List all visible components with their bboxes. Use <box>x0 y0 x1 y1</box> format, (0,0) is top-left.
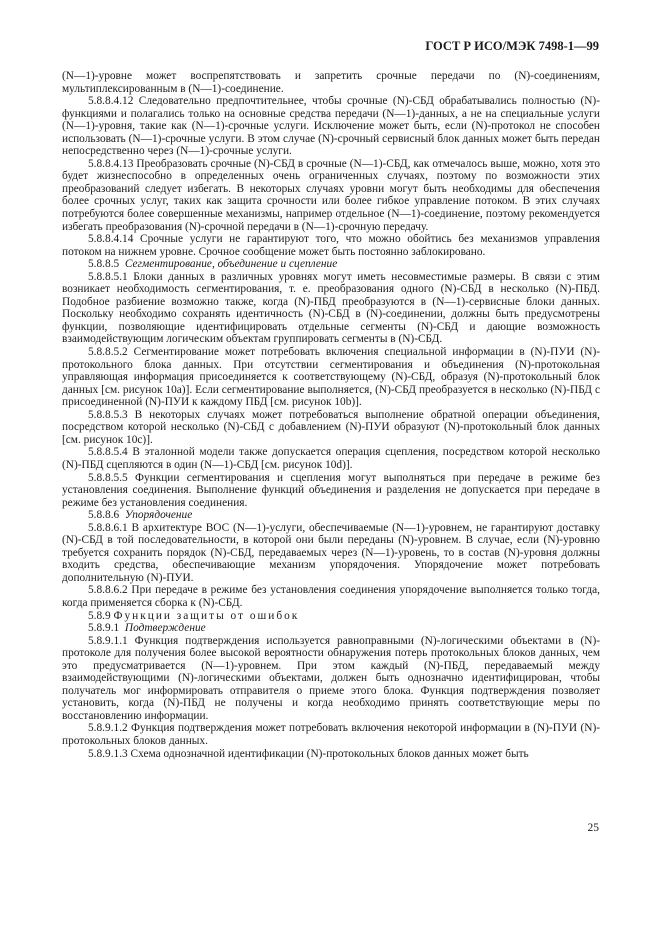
section-heading <box>62 622 600 635</box>
paragraph: 5.8.8.4.12 Следовательно предпочтительнее, чтобы срочные (N)-СБД обрабатывались полностью (N)-функциями и полагались только на основные средства передачи (N—1)-данных, а не на специальные услуги (N—1)-уровня, такие как (N—1)-срочные услуги. Исключение может быть, если (N)-протокол не способен использовать (N—1)-срочные услуги. В этом случае (N)-срочный сервисный блок данных может быть передан непосредственно через (N—1)-срочные услуги. <box>62 95 600 158</box>
paragraph: 5.8.9.1.2 Функция подтверждения может потребовать включения некоторой информации в (N)-ПУИ (N)-протокольных блоков данных. <box>62 722 600 747</box>
paragraph: (N—1)-уровне может воспрепятствовать и запретить срочные передачи по (N)-соединениям, мультиплексированным в (N—1)-соединение. <box>62 70 600 95</box>
section-title: Подтверждение <box>124 622 206 635</box>
section-number: 5.8.8.6 <box>88 509 120 522</box>
paragraph: 5.8.8.5.4 В эталонной модели также допускается операция сцепления, посредством которой несколько (N)-ПБД сцепляются в один (N—1)-СБД [см. рисунок 10d)]. <box>62 446 600 471</box>
section-heading <box>62 610 600 623</box>
page-number: 25 <box>587 822 599 834</box>
paragraph: 5.8.8.4.14 Срочные услуги не гарантируют того, что можно обойтись без механизмов управления потоком на нижнем уровне. Срочное сообщение может быть постоянно заблокировано. <box>62 233 600 258</box>
section-heading <box>62 509 600 522</box>
paragraph: 5.8.9.1.3 Схема однозначной идентификации (N)-протокольных блоков данных может быть <box>88 747 529 760</box>
paragraph: 5.8.8.5.3 В некоторых случаях может потребоваться выполнение обратной операции объединения, посредством которой несколько (N)-СБД с добавлением (N)-ПУИ образуют (N)-протокольный блок данных [см. рисунок 10с)]. <box>62 408 600 446</box>
paragraph: 5.8.8.5.2 Сегментирование может потребовать включения специальной информации в (N)-ПУИ (N)-протокольного блока данных. При отсутствии сегментирования и объединения (N)-протокольная управляющая информация присоединяется к соответствующему (N)-СБД, образуя (N)-протокольный блок данных [см. рисунок 10а)]. Если сегментирование выполняется, (N)-СБД преобразуется в несколько (N)-ПБД с присоединенной (N)-ПУИ к каждому ПБД [см. рисунок 10b)]. <box>62 346 600 409</box>
section-number: 5.8.9 <box>88 609 111 622</box>
section-title: Сегментирование, объединение и сцепление <box>124 258 338 271</box>
paragraph: 5.8.8.6.1 В архитектуре ВОС (N—1)-услуги, обеспечиваемые (N—1)-уровнем, не гарантируют доставку (N)-СБД в той последовательности, в которой они были переданы (N)-уровнем. В случае, если (N)-уровню требуется сохранить порядок (N)-СБД, передаваемых через (N—1)-уровень, то в состав (N)-уровня должны входить средства, обеспечивающие механизм упорядочения. Упорядочение может потребовать дополнительную (N)-ПУИ. <box>62 521 600 584</box>
paragraph: 5.8.8.6.2 При передаче в режиме без установления соединения упорядочение выполняется только тогда, когда применяется сборка к (N)-СБД. <box>62 584 600 609</box>
section-heading <box>62 258 600 271</box>
paragraph: 5.8.8.5.5 Функции сегментирования и сцепления могут выполняться при передаче в режиме без установления соединения. Выполнение функций объединения и разделения не допускается при передаче в режиме без установления соединения. <box>62 471 600 509</box>
section-title: Упорядочение <box>124 509 193 522</box>
section-number: 5.8.8.5 <box>88 258 120 271</box>
section-number: 5.8.9.1 <box>88 622 120 635</box>
paragraph: 5.8.9.1.1 Функция подтверждения используется равноправными (N)-логическими объектами в (N)-протоколе для получения более высокой вероятности обнаружения потерь протокольных блоков данных, чем это предусматривается (N—1)-уровнем. При этом каждый (N)-ПБД, передаваемый между взаимодействующими (N)-логическими объектами, должен быть однозначно идентифицирован, чтобы получатель мог информировать отправителя о приеме этого блока. Функция подтверждения позволяет установить, когда (N)-ПБД не получены и когда необходимо принять соответствующие меры по восстановлению информации. <box>62 634 600 722</box>
paragraph: 5.8.8.4.13 Преобразовать срочные (N)-СБД в срочные (N—1)-СБД, как отмечалось выше, можно, хотя это будет жизнеспособно в определенных очень ограниченных случаях, поэтому по возможности этих преобразований следует избегать. В некоторых случаях уровни могут быть необходимы для обеспечения более срочных услуг, таких как защита срочности или более гибкое управление потоком. В этих случаях потребуются более совершенные механизмы, например отдельное (N—1)-соединение, поэтому рекомендуется избегать преобразования (N)-срочной передачи в (N—1)-срочную передачу. <box>62 157 600 233</box>
page-body <box>62 70 600 760</box>
paragraph: 5.8.8.5.1 Блоки данных в различных уровнях могут иметь несовместимые размеры. В связи с этим возникает необходимость сегментирования, т. е. преобразования одного (N)-СБД в несколько (N)-ПБД. Подобное разбиение возможно также, когда (N)-ПБД преобразуются в (N—1)-сервисные блоки данных. Поскольку необходимо сохранять идентичность (N)-СБД в (N)-соединении, должны быть предусмотрены функции, позволяющие идентифицировать отдельные сегменты (N)-СБД и дающие возможность взаимодействующим логическим объектам группировать сегменты в (N)-СБД. <box>62 270 600 346</box>
page-header: ГОСТ Р ИСО/МЭК 7498-1—99 <box>425 39 599 53</box>
section-title: Функции защиты от ошибок <box>113 609 300 622</box>
